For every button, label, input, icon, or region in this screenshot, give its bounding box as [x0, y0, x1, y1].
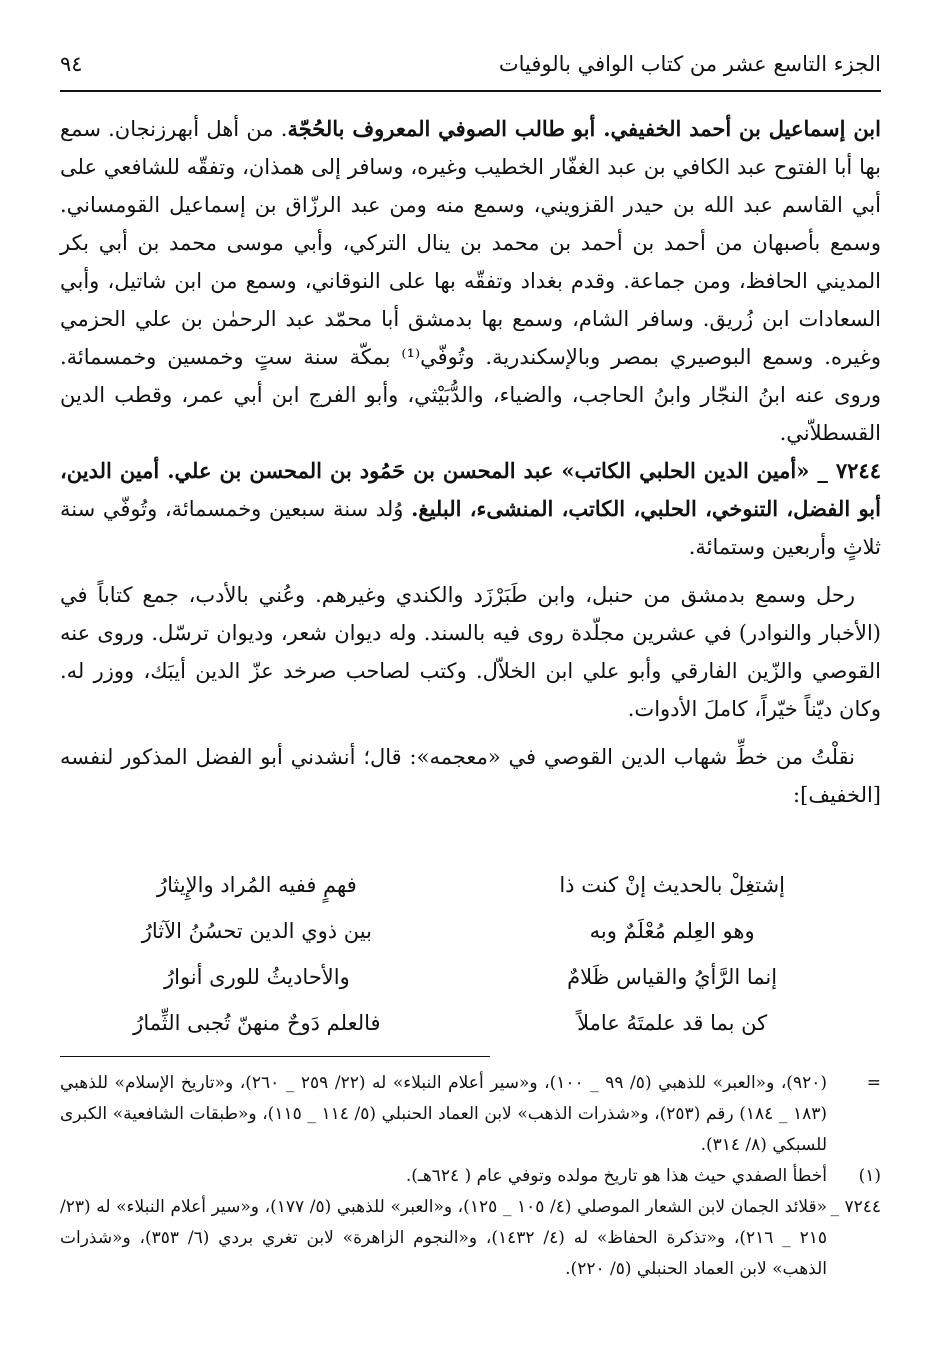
footnote — [60, 1068, 881, 1161]
footnotes — [60, 1068, 881, 1285]
verse-second-hemistich: والأحاديثُ للورى أنوارُ — [163, 965, 350, 989]
footnote-mark: = — [866, 1073, 881, 1093]
footnote-mark: (١) — [858, 1166, 881, 1186]
footnote — [60, 1161, 881, 1192]
footnote-text: أخطأ الصفدي حيث هذا هو تاريخ مولده وتوفي عام ( ٦٢٤هـ). — [405, 1166, 827, 1186]
footnote-text: «قلائد الجمان لابن الشعار الموصلي (٤/ ١٠٥ _ ١٢٥)، و«العبر» للذهبي (٥/ ١٧٧)، و«سير أعلام النبلاء» له (٢٣/ ٢١٥ _ ٢١٦)، و«تذكرة الحفاظ» له (٤/ ١٤٣٢)، و«النجوم الزاهرة» لابن تغري بردي (٦/ ٣٥٣)، و«شذرات الذهب» لابن العماد الحنبلي (٥/ ٢٢٠). — [60, 1197, 827, 1279]
footnote — [60, 1192, 881, 1285]
poem-verse — [80, 954, 849, 1000]
footnote-rule — [60, 1056, 490, 1057]
paragraph-biography: رحل وسمع بدمشق من حنبل، وابن طَبَرْزَد والكندي وغيرهم. وعُني بالأدب، جمع كتاباً في (الأخبار والنوادر) في عشرين مجلّدة روى فيه بالسند. وله ديوان شعر، وديوان ترسّل. وروى عنه القوصي والزّين الفارقي وأبو علي ابن الخلاّل. وكتب لصاحب صرخد عزّ الدين أيبَك، ووزر له. وكان ديّناً خيّراً، كاملَ الأدوات. — [60, 583, 881, 721]
entry-bio-text: . من أهل أبهرزنجان. سمع بها أبا الفتوح عبد الكافي بن عبد الغفّار الخطيب وغيره، وسافر إلى همذان، وتفقّه للشافعي على أبي القاسم عبد الله بن حيدر القزويني، وسمع منه ومن عبد الرزّاق بن إسماعيل القومساني. وسمع بأصبهان من أحمد بن أحمد بن محمد بن ينال التركي، وأبي موسى محمد بن أبي بكر المديني الحافظ، ومن جماعة. وقدم بغداد وتفقّه بها على النوقاني، وسمع من ابن شاتيل، وأبي السعادات ابن زُريق. وسافر الشام، وسمع بها بدمشق أبا محمّد عبد الرحمٰن بن علي الحزمي وغيره. وسمع البوصيري بمصر وبالإسكندرية. وتُوفّي⁽¹⁾ بمكّة سنة ستٍ وخمسين وخمسمائة. وروى عنه ابنُ النجّار وابنُ الحاجب، والضياء، والدُّبَيْثي، وأبو الفرج ابن أبي عمر، وقطب الدين القسطلاّني. — [60, 117, 882, 445]
verse-first-hemistich: كن بما قد علمتَهُ عاملاً — [577, 1011, 768, 1035]
paragraph-poem-intro: نقلْتُ من خطِّ شهاب الدين القوصي في «معجمه»: قال؛ أنشدني أبو الفضل المذكور لنفسه [الخفيف]: — [60, 745, 881, 807]
footnote-mark: ٧٢٤٤ _ — [830, 1197, 881, 1217]
entry-name-bold: ابن إسماعيل بن أحمد الخفيفي. أبو طالب الصوفي المعروف بالحُجّة — [287, 116, 881, 141]
paragraph-entry-continuation — [60, 110, 881, 452]
poem-verse — [80, 862, 849, 908]
paragraph-entry-7244 — [60, 452, 881, 566]
verse-second-hemistich: بين ذوي الدين تحسُنُ الآثارُ — [141, 919, 372, 943]
verse-first-hemistich: إشتغِلْ بالحديث إنْ كنت ذا — [559, 873, 785, 897]
verse-first-hemistich: وهو العِلم مُعْلَمٌ وبه — [589, 919, 755, 943]
poem-verse — [80, 908, 849, 954]
running-header — [60, 44, 881, 84]
entry-heading-bold: ٧٢٤٤ _ «أمين الدين الحلبي الكاتب» عبد المحسن بن حَمُود بن المحسن بن علي. أمين الدين، أبو الفضل، التنوخي، الحلبي، الكاتب، المنشىء، البليغ. — [60, 458, 881, 521]
header-title: الجزء التاسع عشر من كتاب الوافي بالوفيات — [498, 52, 881, 76]
verse-second-hemistich: فالعلم دَوحٌ منهنّ تُجبى الثِّمارُ — [133, 1011, 381, 1035]
verse-first-hemistich: إنما الرَّأيُ والقياس ظَلامٌ — [567, 965, 778, 989]
poem-verse — [80, 1000, 849, 1046]
main-text — [60, 110, 881, 814]
page-number: ٩٤ — [60, 52, 83, 76]
entry-birth-death: وُلد سنة سبعين وخمسمائة، وتُوفّي سنة ثلاثٍ وأربعين وستمائة. — [60, 497, 881, 559]
header-rule — [60, 90, 881, 92]
verse-second-hemistich: فهمٍ ففيه المُراد والإِيثارُ — [156, 873, 357, 897]
footnote-text: (٩٢٠)، و«العبر» للذهبي (٥/ ٩٩ _ ١٠٠)، و«سير أعلام النبلاء» له (٢٢/ ٢٥٩ _ ٢٦٠)، و«تاريخ الإسلام» للذهبي (١٨٣ _ ١٨٤) رقم (٢٥٣)، و«شذرات الذهب» لابن العماد الحنبلي (٥/ ١١٤ _ ١١٥)، و«طبقات الشافعية» الكبرى للسبكي (٨/ ٣١٤). — [60, 1073, 827, 1155]
poem — [80, 862, 849, 1046]
